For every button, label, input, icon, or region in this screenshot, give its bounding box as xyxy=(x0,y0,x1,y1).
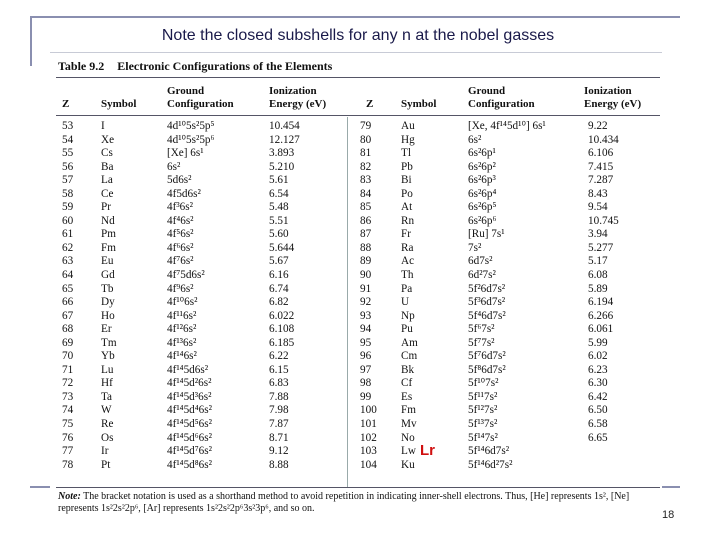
table-cell: Hg xyxy=(401,133,415,146)
table-cell: 99 xyxy=(360,390,372,403)
table-cell xyxy=(588,459,619,473)
lr-annotation: Lr xyxy=(420,442,435,459)
table-cell: 4f⁶6s² xyxy=(167,241,194,254)
header-ground-line1: Ground xyxy=(468,85,506,97)
table-cell: Tl xyxy=(401,147,411,160)
table-cell: 73 xyxy=(62,390,74,403)
header-bottom-rule xyxy=(56,115,660,116)
table-cell: 10.454 xyxy=(269,120,300,132)
table-cell: 7.415 xyxy=(588,160,614,173)
header-symbol-right: Symbol xyxy=(401,98,437,110)
table-cell: 4d¹⁰5s²5p⁵ xyxy=(167,120,215,132)
table-cell: 6.266 xyxy=(588,309,614,322)
table-cell: 6s² xyxy=(167,160,181,173)
table-cell: 58 xyxy=(62,187,74,200)
table-cell: 4f⁷5d6s² xyxy=(167,269,205,282)
table-cell: Tb xyxy=(101,282,114,295)
table-cell: La xyxy=(101,174,113,187)
table-cell: 4f¹⁴5d³6s² xyxy=(167,390,212,403)
table-cell: 6.23 xyxy=(588,363,608,376)
table-cell: 72 xyxy=(62,377,74,390)
table-cell: Cs xyxy=(101,147,113,160)
note-label: Note: xyxy=(58,491,81,502)
table-cell: 4f¹⁴5d⁸6s² xyxy=(167,458,212,471)
left-energy-column xyxy=(269,120,300,472)
table-cell: Os xyxy=(101,431,114,444)
table-cell: 6d7s² xyxy=(468,255,493,268)
slide-title: Note the closed subshells for any n at the nobel gasses xyxy=(161,27,555,44)
table-caption-label: Table 9.2 xyxy=(58,59,105,73)
table-cell: Pr xyxy=(101,201,111,214)
table-cell: Lw xyxy=(401,445,416,458)
table-cell: 4f¹¹6s² xyxy=(167,309,197,322)
table-cell: 6.65 xyxy=(588,431,608,444)
table-caption-text: Electronic Configurations of the Elements xyxy=(117,59,333,73)
table-cell: 6d²7s² xyxy=(468,269,496,282)
table-cell: Pm xyxy=(101,228,116,241)
header-ionization-left xyxy=(269,85,326,111)
table-cell: 57 xyxy=(62,174,74,187)
table-cell: 5.17 xyxy=(588,255,608,268)
table-cell: [Xe, 4f¹⁴5d¹⁰] 6s¹ xyxy=(468,120,546,132)
table-cell: 5.51 xyxy=(269,214,289,227)
table-cell: 86 xyxy=(360,214,372,227)
table-bottom-rule xyxy=(56,487,660,488)
table-cell: 4f5d6s² xyxy=(167,187,201,200)
table-cell: 4f⁵6s² xyxy=(167,228,194,241)
table-cell: Bk xyxy=(401,363,415,376)
table-cell: Th xyxy=(401,269,414,282)
table-cell: Eu xyxy=(101,255,114,268)
table-cell: 5.89 xyxy=(588,282,608,295)
table-cell: 7.87 xyxy=(269,418,289,431)
table-cell: 65 xyxy=(62,282,74,295)
table-cell: 4d¹⁰5s²5p⁶ xyxy=(167,133,215,146)
table-cell: 6.108 xyxy=(269,323,295,336)
table-cell: 4f¹⁴5d⁶6s² xyxy=(167,431,212,444)
table-cell: 74 xyxy=(62,404,74,417)
table-cell: 5f¹⁴6d²7s² xyxy=(468,458,513,471)
table-cell: 103 xyxy=(360,445,377,458)
table-cell: 3.893 xyxy=(269,147,295,160)
table-cell: 5f⁸6d7s² xyxy=(468,363,506,376)
table-cell: 56 xyxy=(62,160,74,173)
table-cell: Dy xyxy=(101,296,115,309)
table-cell: 10.745 xyxy=(588,214,619,227)
table-caption xyxy=(58,59,332,74)
table-cell: 4f¹⁴5d⁷6s² xyxy=(167,445,212,458)
table-cell: Pt xyxy=(101,458,111,471)
header-ground-line2: Configuration xyxy=(167,98,234,110)
table-cell: 6.02 xyxy=(588,350,608,363)
table-cell: 7s² xyxy=(468,241,482,254)
table-cell: Fm xyxy=(101,241,116,254)
table-cell: [Xe] 6s¹ xyxy=(167,147,204,160)
table-cell: 12.127 xyxy=(269,133,300,146)
header-z-left: Z xyxy=(62,98,70,110)
table-cell: 8.43 xyxy=(588,187,608,200)
table-cell: Gd xyxy=(101,269,115,282)
table-cell: 6s²6p³ xyxy=(468,174,496,187)
table-cell: 6s²6p⁵ xyxy=(468,201,497,214)
table-cell: Ku xyxy=(401,458,415,471)
table-cell: 60 xyxy=(62,214,74,227)
right-z-column xyxy=(360,120,377,472)
table-cell: 6.82 xyxy=(269,296,289,309)
table-cell: 69 xyxy=(62,336,74,349)
table-cell: 5d6s² xyxy=(167,174,192,187)
table-cell: 6.15 xyxy=(269,363,289,376)
table-cell: 4f⁴6s² xyxy=(167,214,194,227)
table-cell: 6.194 xyxy=(588,296,614,309)
table-cell: 5f⁷7s² xyxy=(468,336,495,349)
table-cell: 5.644 xyxy=(269,241,295,254)
table-cell: 9.12 xyxy=(269,445,289,458)
table-cell: 4f³6s² xyxy=(167,201,193,214)
left-z-column xyxy=(62,120,73,472)
header-ground-line2: Configuration xyxy=(468,98,535,110)
table-cell: No xyxy=(401,431,415,444)
header-symbol-left: Symbol xyxy=(101,98,137,110)
table-cell: 5f²6d7s² xyxy=(468,282,506,295)
table-cell: 95 xyxy=(360,336,372,349)
table-cell: Ba xyxy=(101,160,114,173)
table-cell: 6.08 xyxy=(588,269,608,282)
table-cell: 92 xyxy=(360,296,372,309)
table-cell: 61 xyxy=(62,228,74,241)
table-cell: 53 xyxy=(62,120,74,132)
table-cell: I xyxy=(101,120,105,132)
table-cell: 9.54 xyxy=(588,201,608,214)
table-cell: Re xyxy=(101,418,114,431)
table-cell: 5f¹³7s² xyxy=(468,418,498,431)
table-note xyxy=(58,491,658,515)
table-cell: 85 xyxy=(360,201,372,214)
table-cell: Ra xyxy=(401,241,414,254)
table-cell: Ce xyxy=(101,187,114,200)
table-cell: Am xyxy=(401,336,418,349)
table-cell: 5.61 xyxy=(269,174,289,187)
table-cell: Pa xyxy=(401,282,413,295)
table-cell: Rn xyxy=(401,214,415,227)
table-cell: 78 xyxy=(62,458,74,471)
table-cell: 6.54 xyxy=(269,187,289,200)
table-cell: 4f¹⁴5d⁴6s² xyxy=(167,404,212,417)
page-number: 18 xyxy=(662,509,675,521)
table-cell: 5.60 xyxy=(269,228,289,241)
table-cell: 4f¹⁴5d6s² xyxy=(167,363,209,376)
table-cell: 6.42 xyxy=(588,390,608,403)
table-cell: Lu xyxy=(101,363,114,376)
table-cell: 5.277 xyxy=(588,241,614,254)
table-cell: 5f¹⁰7s² xyxy=(468,377,499,390)
table-cell: Pb xyxy=(401,160,413,173)
header-top-rule xyxy=(56,77,660,78)
table-cell: 5f⁶7s² xyxy=(468,323,495,336)
table-cell: Mv xyxy=(401,418,417,431)
table-cell: Xe xyxy=(101,133,115,146)
table-cell: 5f¹¹7s² xyxy=(468,390,498,403)
table-cell: 5f³6d7s² xyxy=(468,296,506,309)
table-cell: 8.71 xyxy=(269,431,289,444)
table-cell: Bi xyxy=(401,174,412,187)
table-cell: 87 xyxy=(360,228,372,241)
table-cell: 104 xyxy=(360,458,377,471)
table-cell: 7.98 xyxy=(269,404,289,417)
header-ground-right xyxy=(468,85,535,111)
table-cell: 98 xyxy=(360,377,372,390)
table-cell: Hf xyxy=(101,377,113,390)
table-cell: Fm xyxy=(401,404,416,417)
table-cell: 7.287 xyxy=(588,174,614,187)
table-cell: U xyxy=(401,296,410,309)
table-cell: Pu xyxy=(401,323,413,336)
header-ion-line1: Ionization xyxy=(584,85,632,97)
table-cell: 97 xyxy=(360,363,372,376)
table-cell: Ta xyxy=(101,390,113,403)
table-cell: 81 xyxy=(360,147,372,160)
table-cell: 63 xyxy=(62,255,74,268)
table-cell: 6.74 xyxy=(269,282,289,295)
table-cell: 62 xyxy=(62,241,74,254)
table-cell: 71 xyxy=(62,363,74,376)
table-cell: 6.185 xyxy=(269,336,295,349)
table-cell: 6.106 xyxy=(588,147,614,160)
right-energy-column xyxy=(588,120,619,472)
table-cell: Ir xyxy=(101,445,109,458)
table-cell: 6.022 xyxy=(269,309,295,322)
header-ionization-right xyxy=(584,85,641,111)
table-cell: W xyxy=(101,404,112,417)
table-cell: Ac xyxy=(401,255,415,268)
table-cell: 89 xyxy=(360,255,372,268)
note-text: The bracket notation is used as a shorthand method to avoid repetition in indicating inner-shell electrons. Thus, [He] represents 1s², [Ne] represents 1s²2s²2p⁶, [Ar] represents 1s²2s²2p⁶3s²3p⁶, and so on. xyxy=(58,491,630,514)
table-cell: 77 xyxy=(62,445,74,458)
header-ground-left xyxy=(167,85,234,111)
table-cell: Cm xyxy=(401,350,418,363)
table-cell: 5f¹⁴6d7s² xyxy=(468,445,510,458)
table-cell: Yb xyxy=(101,350,115,363)
table-cell: 102 xyxy=(360,431,377,444)
table-cell: 101 xyxy=(360,418,377,431)
table-cell: 64 xyxy=(62,269,74,282)
table-cell: 75 xyxy=(62,418,74,431)
table-cell: 96 xyxy=(360,350,372,363)
table-cell: [Ru] 7s¹ xyxy=(468,228,505,241)
table-cell: Er xyxy=(101,323,112,336)
left-config-column xyxy=(167,120,214,472)
table-cell: 54 xyxy=(62,133,74,146)
header-z-right: Z xyxy=(366,98,374,110)
table-cell: 5.48 xyxy=(269,201,289,214)
table-cell: 6.50 xyxy=(588,404,608,417)
header-ion-line2: Energy (eV) xyxy=(584,98,642,110)
table-cell: 9.22 xyxy=(588,120,608,132)
table-cell: 70 xyxy=(62,350,74,363)
electron-config-table xyxy=(50,52,662,519)
table-cell: 67 xyxy=(62,309,74,322)
column-divider xyxy=(347,117,348,487)
table-cell: 83 xyxy=(360,174,372,187)
table-cell: 4f¹⁴5d⁵6s² xyxy=(167,418,212,431)
table-cell: 66 xyxy=(62,296,74,309)
table-cell: 4f⁹6s² xyxy=(167,282,194,295)
header-ground-line1: Ground xyxy=(167,85,205,97)
table-cell: 6s²6p⁶ xyxy=(468,214,497,227)
table-cell: 80 xyxy=(360,133,372,146)
table-cell: 4f¹⁰6s² xyxy=(167,296,198,309)
table-cell: 82 xyxy=(360,160,372,173)
table-cell: 5.67 xyxy=(269,255,289,268)
table-cell: 79 xyxy=(360,120,372,132)
table-cell: 90 xyxy=(360,269,372,282)
table-cell: Fr xyxy=(401,228,411,241)
table-cell: 7.88 xyxy=(269,390,289,403)
table-cell: 5.99 xyxy=(588,336,608,349)
table-cell: 91 xyxy=(360,282,372,295)
table-cell: Ho xyxy=(101,309,115,322)
table-cell: 93 xyxy=(360,309,372,322)
header-ion-line2: Energy (eV) xyxy=(269,98,327,110)
table-cell: 94 xyxy=(360,323,372,336)
table-cell: Po xyxy=(401,187,413,200)
table-cell: 59 xyxy=(62,201,74,214)
table-cell: 6s²6p⁴ xyxy=(468,187,497,200)
header-ion-line1: Ionization xyxy=(269,85,317,97)
table-cell: 6.83 xyxy=(269,377,289,390)
table-cell: 4f¹⁴6s² xyxy=(167,350,197,363)
table-cell: 6.22 xyxy=(269,350,289,363)
table-cell: 5f¹²7s² xyxy=(468,404,498,417)
table-cell: 76 xyxy=(62,431,74,444)
table-cell: 6.16 xyxy=(269,269,289,282)
table-cell: 10.434 xyxy=(588,133,619,146)
left-symbol-column xyxy=(101,120,117,472)
table-cell: 84 xyxy=(360,187,372,200)
table-cell: Np xyxy=(401,309,415,322)
table-cell: 6.061 xyxy=(588,323,614,336)
table-cell: Tm xyxy=(101,336,117,349)
table-cell: 4f¹²6s² xyxy=(167,323,197,336)
table-cell: 6.30 xyxy=(588,377,608,390)
table-cell: 5f⁴6d7s² xyxy=(468,309,506,322)
table-cell: 88 xyxy=(360,241,372,254)
table-cell: 6s²6p² xyxy=(468,160,496,173)
table-cell: 4f¹³6s² xyxy=(167,336,197,349)
table-cell: 100 xyxy=(360,404,377,417)
table-cell: 5f¹⁴7s² xyxy=(468,431,498,444)
table-cell: 6s²6p¹ xyxy=(468,147,496,160)
right-symbol-column xyxy=(401,120,418,472)
right-config-column xyxy=(468,120,546,472)
table-cell: Au xyxy=(401,120,415,132)
table-cell: 5.210 xyxy=(269,160,295,173)
table-cell: 5f⁷6d7s² xyxy=(468,350,506,363)
table-cell: At xyxy=(401,201,413,214)
slide-frame-top xyxy=(30,16,680,18)
table-cell: 8.88 xyxy=(269,458,289,471)
table-cell: Es xyxy=(401,390,413,403)
table-cell xyxy=(588,445,619,459)
table-cell: 4f¹⁴5d²6s² xyxy=(167,377,212,390)
table-cell: Nd xyxy=(101,214,115,227)
table-cell: Cf xyxy=(401,377,413,390)
table-cell: 55 xyxy=(62,147,74,160)
table-cell: 68 xyxy=(62,323,74,336)
table-cell: 6.58 xyxy=(588,418,608,431)
table-cell: 6s² xyxy=(468,133,482,146)
table-cell: 4f⁷6s² xyxy=(167,255,194,268)
table-cell: 3.94 xyxy=(588,228,608,241)
